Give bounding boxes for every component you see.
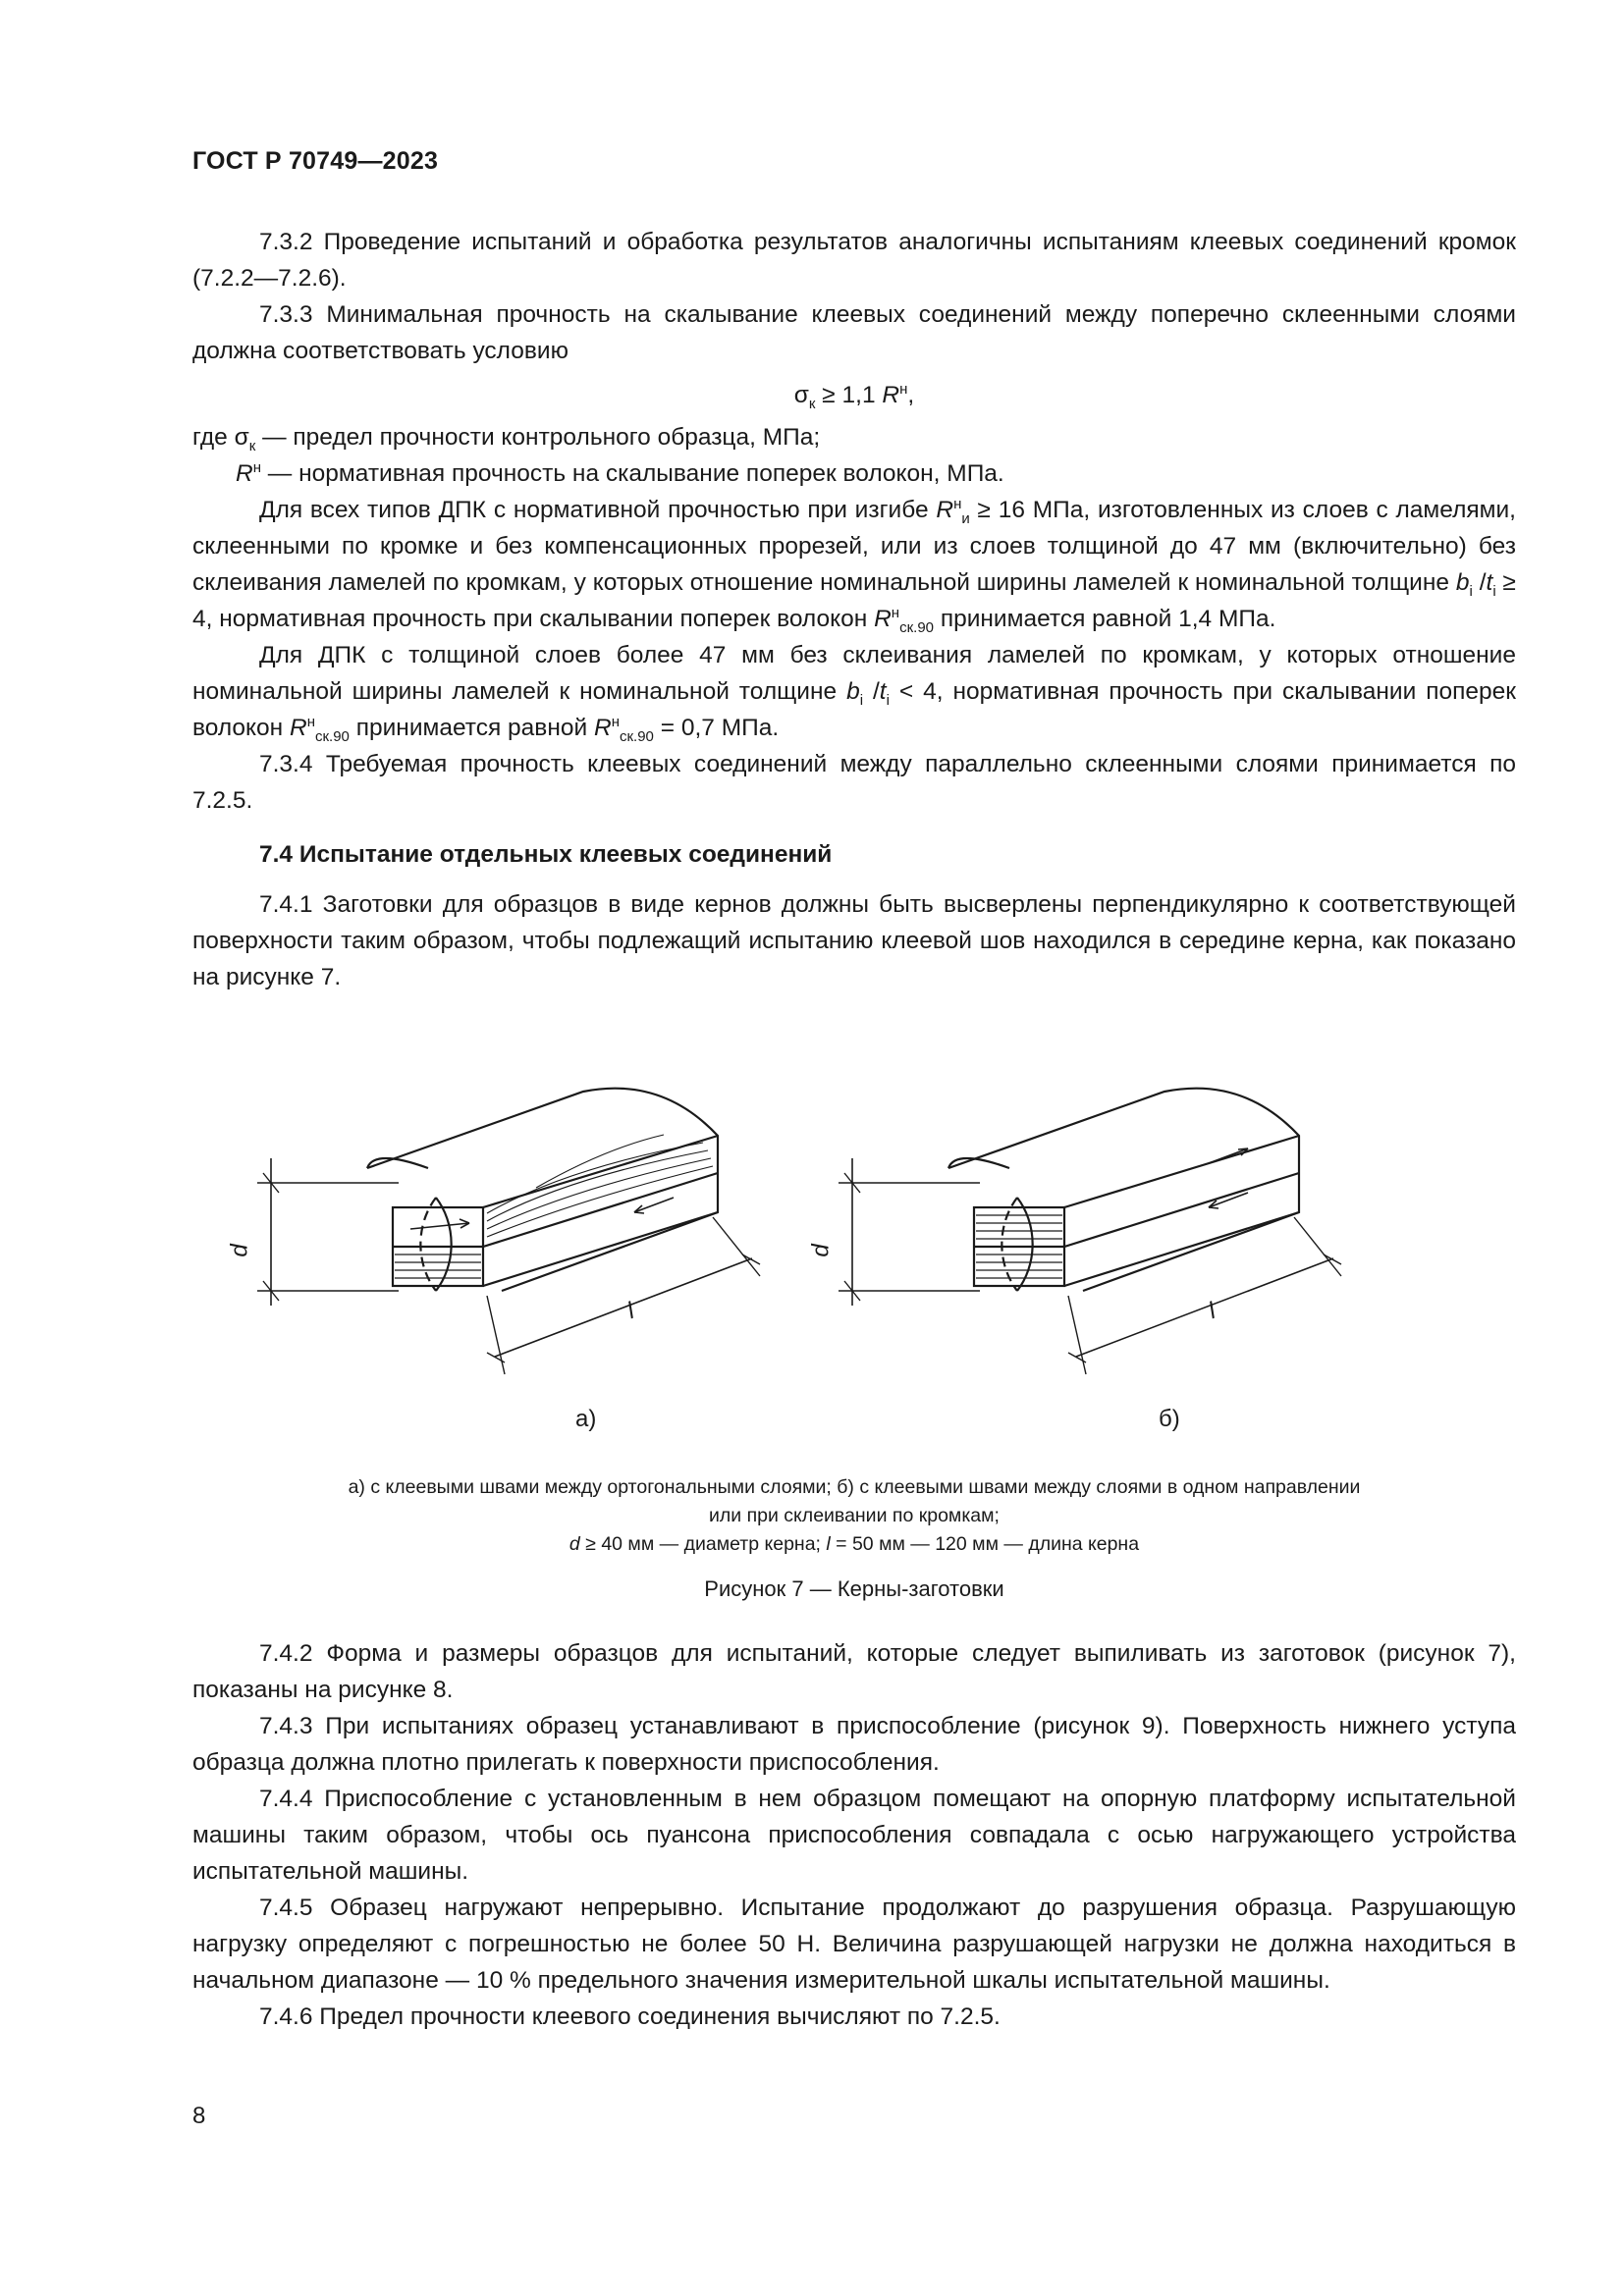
figure-7 xyxy=(192,1041,1516,1453)
document-header: ГОСТ Р 70749—2023 xyxy=(192,147,439,175)
figure-caption xyxy=(192,1473,1516,1559)
paragraph-7-4-2: 7.4.2 Форма и размеры образцов для испытаний, которые следует выпиливать из заготовок (рисунок 7), показаны на рисунке 8. xyxy=(192,1640,1516,1703)
paragraph-7-4-3: 7.4.3 При испытаниях образец устанавливают в приспособление (рисунок 9). Поверхность нижнего уступа образца должна плотно прилегать к поверхности приспособления. xyxy=(192,1713,1516,1776)
paragraph-7-4-1: 7.4.1 Заготовки для образцов в виде кернов должны быть высверлены перпендикулярно к соответствующей поверхности таким образом, чтобы подлежащий испытанию клеевой шов находился в середине керна, как показано на рисунке 7. xyxy=(192,891,1516,990)
page-number: 8 xyxy=(192,2103,206,2129)
paragraph-7-4-6: 7.4.6 Предел прочности клеевого соединения вычисляют по 7.2.5. xyxy=(259,2003,1001,2030)
paragraph-47mm: Для ДПК с толщиной слоев более 47 мм без склеивания ламелей по кромкам, у которых отношение номинальной ширины ламелей к номинальной толщине $b_i$ $/t_i < 4$, нормативная прочность при скалывании поперек волокон $R^н_{ск.90}$ принимается равной $R^н_{ск.90} = 0,7$ МПа. xyxy=(192,642,1516,745)
heading-7-4: 7.4 Испытание отдельных клеевых соединений xyxy=(259,841,833,868)
caption-line-1: а) с клеевыми швами между ортогональными слоями; б) с клеевыми швами между слоями в одном направлении xyxy=(348,1476,1361,1498)
core-a-drawing xyxy=(257,1089,760,1374)
where-line-2: $R^н$ — нормативная прочность на скалывание поперек волокон, МПа. xyxy=(236,458,1004,487)
paragraph-7-3-4: 7.3.4 Требуемая прочность клеевых соединений между параллельно склеенными слоями принимается по 7.2.5. xyxy=(192,751,1516,814)
caption-line-2: или при склеивании по кромкам; xyxy=(709,1505,1000,1526)
paragraph-7-4-4: 7.4.4 Приспособление с установленным в нем образцом помещают на опорную платформу испытательной машины таким образом, чтобы ось пуансона приспособления совпадала с осью нагружающего устройства испытательной машины. xyxy=(192,1786,1516,1885)
figure-label-a: а) xyxy=(575,1406,597,1432)
core-b-drawing xyxy=(839,1089,1341,1374)
dim-l-a: l xyxy=(623,1297,638,1325)
where-line-1: где $\sigma_к$ — предел прочности контрольного образца, МПа; xyxy=(192,424,821,454)
dim-d-a: d xyxy=(226,1244,253,1257)
formula-sigma: $\sigma_к \ge 1,1$ $R^н$, xyxy=(793,380,915,412)
paragraph-all-types: Для всех типов ДПК с нормативной прочностью при изгибе $R^н_и \ge 16$ МПа, изготовленных из слоев с ламелями, склеенными по кромке и без компенсационных прорезей, или из слоев толщиной до 47 мм (включительно) без склеивания ламелей по кромкам, у которых отношение номинальной ширины ламелей к номинальной толщине $b_i$ $/t_i \ge 4$, нормативная прочность при скалывании поперек волокон $R^н_{ск.90}$ принимается равной 1,4 МПа. xyxy=(192,495,1516,636)
figure-7-drawing xyxy=(192,1041,1516,1453)
paragraph-7-3-3: 7.3.3 Минимальная прочность на скалывание клеевых соединений между поперечно склеенными слоями должна соответствовать условию xyxy=(192,301,1516,364)
section-7-4-continued xyxy=(192,1635,1516,2035)
section-7-3 xyxy=(192,224,1516,995)
figure-title: Рисунок 7 — Керны-заготовки xyxy=(704,1576,1004,1601)
caption-line-3: d ≥ 40 мм — диаметр керна; l = 50 мм — 120 мм — длина керна xyxy=(568,1533,1140,1555)
paragraph-7-3-2: 7.3.2 Проведение испытаний и обработка результатов аналогичны испытаниям клеевых соединений кромок (7.2.2—7.2.6). xyxy=(192,229,1516,292)
paragraph-7-4-5: 7.4.5 Образец нагружают непрерывно. Испытание продолжают до разрушения образца. Разрушающую нагрузку определяют с погрешностью не более 50 Н. Величина разрушающей нагрузки не должна находиться в начальном диапазоне — 10 % предельного значения измерительной шкалы испытательной машины. xyxy=(192,1895,1516,1994)
dim-d-b: d xyxy=(807,1244,835,1257)
figure-label-b: б) xyxy=(1159,1406,1180,1432)
dim-l-b: l xyxy=(1205,1297,1219,1325)
